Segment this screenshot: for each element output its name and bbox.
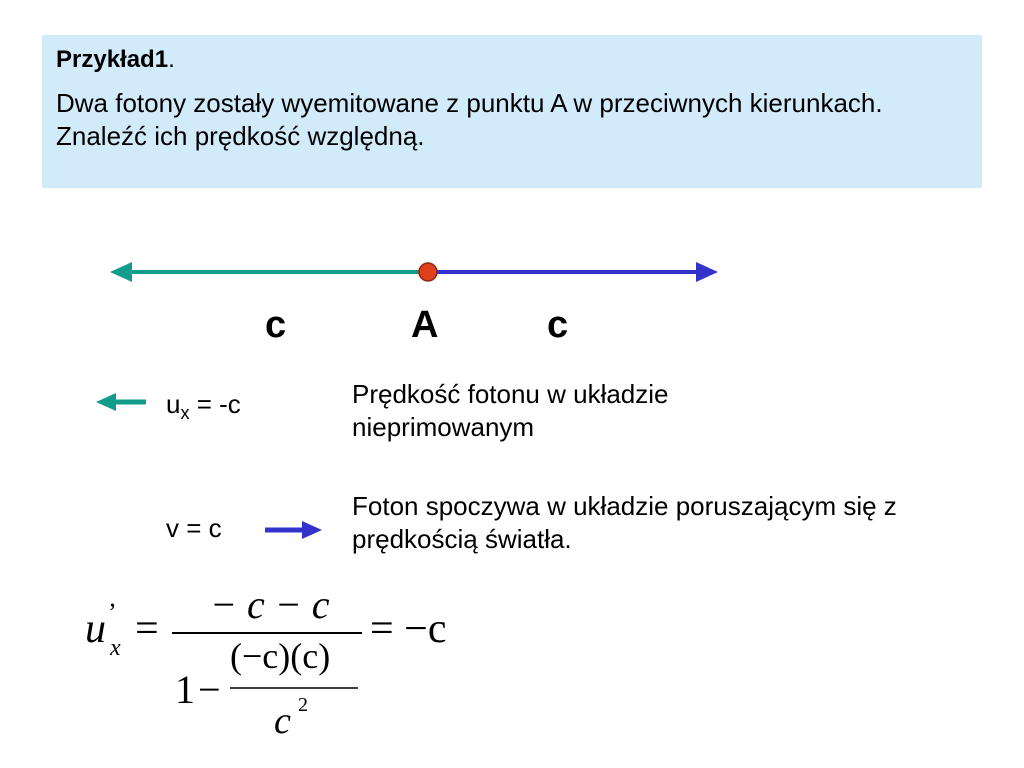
formula-inner-denominator-exp: 2: [298, 694, 308, 716]
label-left-c: c: [265, 304, 287, 346]
formula-equals: =: [135, 606, 159, 652]
ux-description: Prędkość fotonu w układzie nieprimowanym: [352, 379, 669, 442]
label-right-c: c: [547, 304, 569, 346]
ux-arrowhead: [96, 393, 116, 411]
point-a-dot: [419, 263, 437, 281]
ux-label-u: u: [166, 389, 181, 419]
left-arrowhead: [110, 262, 132, 282]
formula-one: 1: [175, 667, 195, 712]
formula-numerator: − c − c: [210, 585, 330, 627]
right-arrowhead: [696, 262, 718, 282]
v-description: Foton spoczywa w układzie poruszającym się z prędkością światła.: [352, 491, 897, 554]
formula-lhs-u: u: [85, 606, 106, 652]
formula-inner-denominator-c: c: [274, 700, 291, 742]
velocity-formula: [80, 585, 500, 755]
v-arrowhead: [302, 521, 322, 539]
example-title-bold: Przykład1: [56, 46, 169, 73]
example-title-suffix: .: [168, 46, 175, 73]
formula-minus: −: [198, 667, 221, 712]
v-label: v = c: [166, 513, 222, 543]
formula-result: = −c: [370, 606, 447, 652]
formula-inner-numerator: (−c)(c): [230, 636, 331, 676]
label-point-a: A: [411, 304, 439, 346]
ux-label: [166, 388, 241, 430]
example-text: Dwa fotony zostały wyemitowane z punktu A w przeciwnych kierunkach. Znaleźć ich prędkość względną.: [56, 88, 883, 151]
ux-label-sub: x: [180, 403, 190, 424]
formula-lhs-sub: x: [110, 635, 121, 661]
example-box: [42, 35, 982, 188]
ux-label-rest: = -c: [189, 389, 241, 419]
example-title: [56, 43, 968, 77]
formula-lhs-prime: ’: [108, 598, 117, 627]
